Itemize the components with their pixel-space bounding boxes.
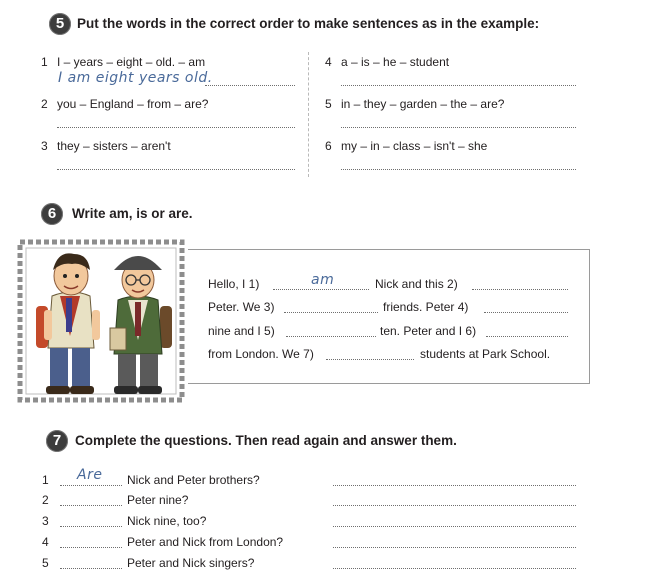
ex7-item-2-number: 2 bbox=[42, 493, 49, 507]
ex6-gap-2[interactable] bbox=[472, 289, 568, 290]
ex7-item-4-number: 4 bbox=[42, 535, 49, 549]
ex5-item-3-number: 3 bbox=[41, 139, 48, 153]
ex7-item-3-number: 3 bbox=[42, 514, 49, 528]
ex7-item-1-answer-line[interactable] bbox=[333, 485, 576, 486]
ex7-item-1-number: 1 bbox=[42, 473, 49, 487]
ex5-item-2-answer-line[interactable] bbox=[57, 127, 295, 128]
ex5-item-6-answer-line[interactable] bbox=[341, 169, 576, 170]
column-divider bbox=[308, 52, 309, 177]
ex7-item-2-text: Peter nine? bbox=[127, 493, 189, 507]
ex7-item-5-text: Peter and Nick singers? bbox=[127, 556, 255, 570]
ex7-item-5-gap[interactable] bbox=[60, 568, 122, 569]
exercise-6-title: Write am, is or are. bbox=[72, 206, 193, 221]
ex5-item-5-answer-line[interactable] bbox=[341, 127, 576, 128]
ex5-item-2-words: you – England – from – are? bbox=[57, 97, 209, 111]
boys-illustration-svg bbox=[14, 236, 188, 406]
ex7-item-3-text: Nick nine, too? bbox=[127, 514, 207, 528]
ex5-item-5-number: 5 bbox=[325, 97, 332, 111]
ex5-item-6-words: my – in – class – isn't – she bbox=[341, 139, 488, 153]
ex5-item-5-words: in – they – garden – the – are? bbox=[341, 97, 505, 111]
exercise-7-title: Complete the questions. Then read again and answer them. bbox=[75, 433, 457, 448]
ex7-item-2-gap[interactable] bbox=[60, 505, 122, 506]
ex6-line-3-text-b: ten. Peter and I 6) bbox=[380, 324, 477, 338]
ex5-item-4-number: 4 bbox=[325, 55, 332, 69]
ex6-gap-1[interactable] bbox=[273, 289, 369, 290]
ex6-line-1-text-b: Nick and this 2) bbox=[375, 277, 458, 291]
ex6-line-2-text-b: friends. Peter 4) bbox=[383, 300, 469, 314]
ex6-line-3-text-a: nine and I 5) bbox=[208, 324, 275, 338]
ex5-item-3-words: they – sisters – aren't bbox=[57, 139, 171, 153]
ex6-line-4-text-a: from London. We 7) bbox=[208, 347, 314, 361]
exercise-5-title: Put the words in the correct order to make sentences as in the example: bbox=[77, 16, 540, 31]
ex6-gap-1-answer: am bbox=[311, 272, 335, 288]
ex6-gap-4[interactable] bbox=[484, 312, 568, 313]
ex7-item-4-answer-line[interactable] bbox=[333, 547, 576, 548]
ex6-text-box bbox=[176, 249, 590, 384]
ex7-item-5-number: 5 bbox=[42, 556, 49, 570]
ex5-item-1-number: 1 bbox=[41, 55, 48, 69]
ex6-line-2-text-a: Peter. We 3) bbox=[208, 300, 275, 314]
exercise-5-number: 5 bbox=[49, 13, 71, 35]
ex7-item-4-text: Peter and Nick from London? bbox=[127, 535, 284, 549]
ex5-item-4-answer-line[interactable] bbox=[341, 85, 576, 86]
ex6-line-4-text-b: students at Park School. bbox=[420, 347, 551, 361]
ex5-item-6-number: 6 bbox=[325, 139, 332, 153]
ex6-line-1-text-a: Hello, I 1) bbox=[208, 277, 260, 291]
ex7-item-3-gap[interactable] bbox=[60, 526, 122, 527]
ex7-item-1-gap[interactable] bbox=[60, 485, 122, 486]
ex7-item-1-answer: Are bbox=[77, 467, 103, 483]
ex5-item-1-words: I – years – eight – old. – am bbox=[57, 55, 206, 69]
ex6-gap-6[interactable] bbox=[486, 336, 568, 337]
boys-illustration bbox=[14, 236, 188, 406]
ex5-item-1-answer-line[interactable] bbox=[205, 85, 295, 86]
ex7-item-5-answer-line[interactable] bbox=[333, 568, 576, 569]
ex7-item-2-answer-line[interactable] bbox=[333, 505, 576, 506]
exercise-7-number: 7 bbox=[46, 430, 68, 452]
ex5-item-3-answer-line[interactable] bbox=[57, 169, 295, 170]
ex7-item-4-gap[interactable] bbox=[60, 547, 122, 548]
ex6-gap-7[interactable] bbox=[326, 359, 414, 360]
ex6-gap-3[interactable] bbox=[284, 312, 378, 313]
ex5-item-2-number: 2 bbox=[41, 97, 48, 111]
ex5-item-4-words: a – is – he – student bbox=[341, 55, 450, 69]
ex5-item-1-answer: I am eight years old. bbox=[58, 70, 213, 86]
ex7-item-1-text: Nick and Peter brothers? bbox=[127, 473, 260, 487]
ex7-item-3-answer-line[interactable] bbox=[333, 526, 576, 527]
ex6-gap-5[interactable] bbox=[286, 336, 376, 337]
exercise-6-number: 6 bbox=[41, 203, 63, 225]
